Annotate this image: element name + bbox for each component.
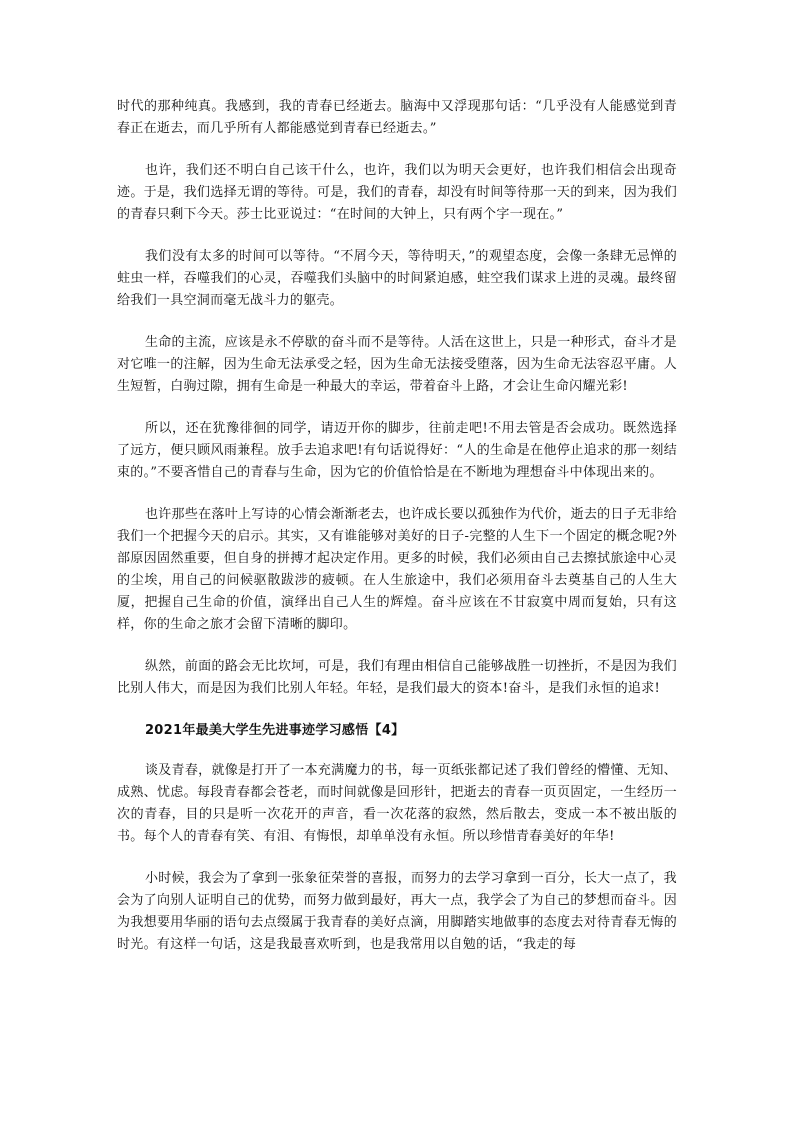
- document-page: [117, 96, 677, 976]
- paragraph: 生命的主流，应该是永不停歇的奋斗而不是等待。人活在这世上，只是一种形式，奋斗才是对它唯一的注解，因为生命无法承受之轻，因为生命无法接受堕落，因为生命无法容忍平庸。人生短暂，白驹过隙，拥有生命是一种最大的幸运，带着奋斗上路，才会让生命闪耀光彩!: [117, 335, 677, 394]
- paragraph: 纵然，前面的路会无比坎坷，可是，我们有理由相信自己能够战胜一切挫折，不是因为我们比别人伟大，而是因为我们比别人年轻。年轻，是我们最大的资本!奋斗，是我们永恒的追求!: [117, 659, 677, 696]
- section-heading: 2021年最美大学生先进事迹学习感悟【4】: [144, 723, 405, 738]
- paragraph: 谈及青春，就像是打开了一本充满魔力的书，每一页纸张都记述了我们曾经的懵懂、无知、成熟、忧虑。每段青春都会苍老，而时间就像是回形针，把逝去的青春一页页固定，一生经历一次的青春，目的只是听一次花开的声音，看一次花落的寂然，然后散去，变成一本不被出版的书。每个人的青春有笑、有泪、有悔恨，却单单没有永恒。所以珍惜青春美好的年华!: [117, 763, 677, 844]
- paragraph: 所以，还在犹豫徘徊的同学，请迈开你的脚步，往前走吧!不用去管是否会成功。既然选择了远方，便只顾风雨兼程。放手去追求吧!有句话说得好：“人的生命是在他停止追求的那一刻结束的。”不要吝惜自己的青春与生命，因为它的价值恰恰是在不断地为理想奋斗中体现出来的。: [117, 421, 677, 480]
- paragraph: 也许那些在落叶上写诗的心情会渐渐老去，也许成长要以孤独作为代价，逝去的日子无非给我们一个把握今天的启示。其实，又有谁能够对美好的日子-完整的人生下一个固定的概念呢?外部原因固然重要，但自身的拼搏才起决定作用。更多的时候，我们必须由自己去擦拭旅途中心灵的尘埃，用自己的问候驱散跋涉的疲顿。在人生旅途中，我们必须用奋斗去奠基自己的人生大厦，把握自己生命的价值，演绎出自己人生的辉煌。奋斗应该在不甘寂寞中周而复始，只有这样，你的生命之旅才会留下清晰的脚印。: [117, 507, 677, 632]
- paragraph: 也许，我们还不明白自己该干什么，也许，我们以为明天会更好，也许我们相信会出现奇迹。于是，我们选择无谓的等待。可是，我们的青春，却没有时间等待那一天的到来，因为我们的青春只剩下今天。莎士比亚说过：“在时间的大钟上，只有两个字一现在。”: [117, 163, 677, 222]
- paragraph: 时代的那种纯真。我感到，我的青春已经逝去。脑海中又浮现那句话：“几乎没有人能感觉到青春正在逝去，而几乎所有人都能感觉到青春已经逝去。”: [117, 99, 677, 136]
- paragraph: 我们没有太多的时间可以等待。“不屑今天，等待明天，”的观望态度，会像一条肆无忌惮的蛀虫一样，吞噬我们的心灵，吞噬我们头脑中的时间紧迫感，蛀空我们谋求上进的灵魂。最终留给我们一具空洞而毫无战斗力的躯壳。: [117, 249, 677, 308]
- paragraph: 小时候，我会为了拿到一张象征荣誉的喜报，而努力的去学习拿到一百分，长大一点了，我会为了向别人证明自己的优势，而努力做到最好，再大一点，我学会了为自己的梦想而奋斗。因为我想要用华丽的语句去点缀属于我青春的美好点滴，用脚踏实地做事的态度去对待青春无悔的时光。有这样一句话，这是我最喜欢听到，也是我常用以自勉的话，“我走的每: [117, 871, 677, 952]
